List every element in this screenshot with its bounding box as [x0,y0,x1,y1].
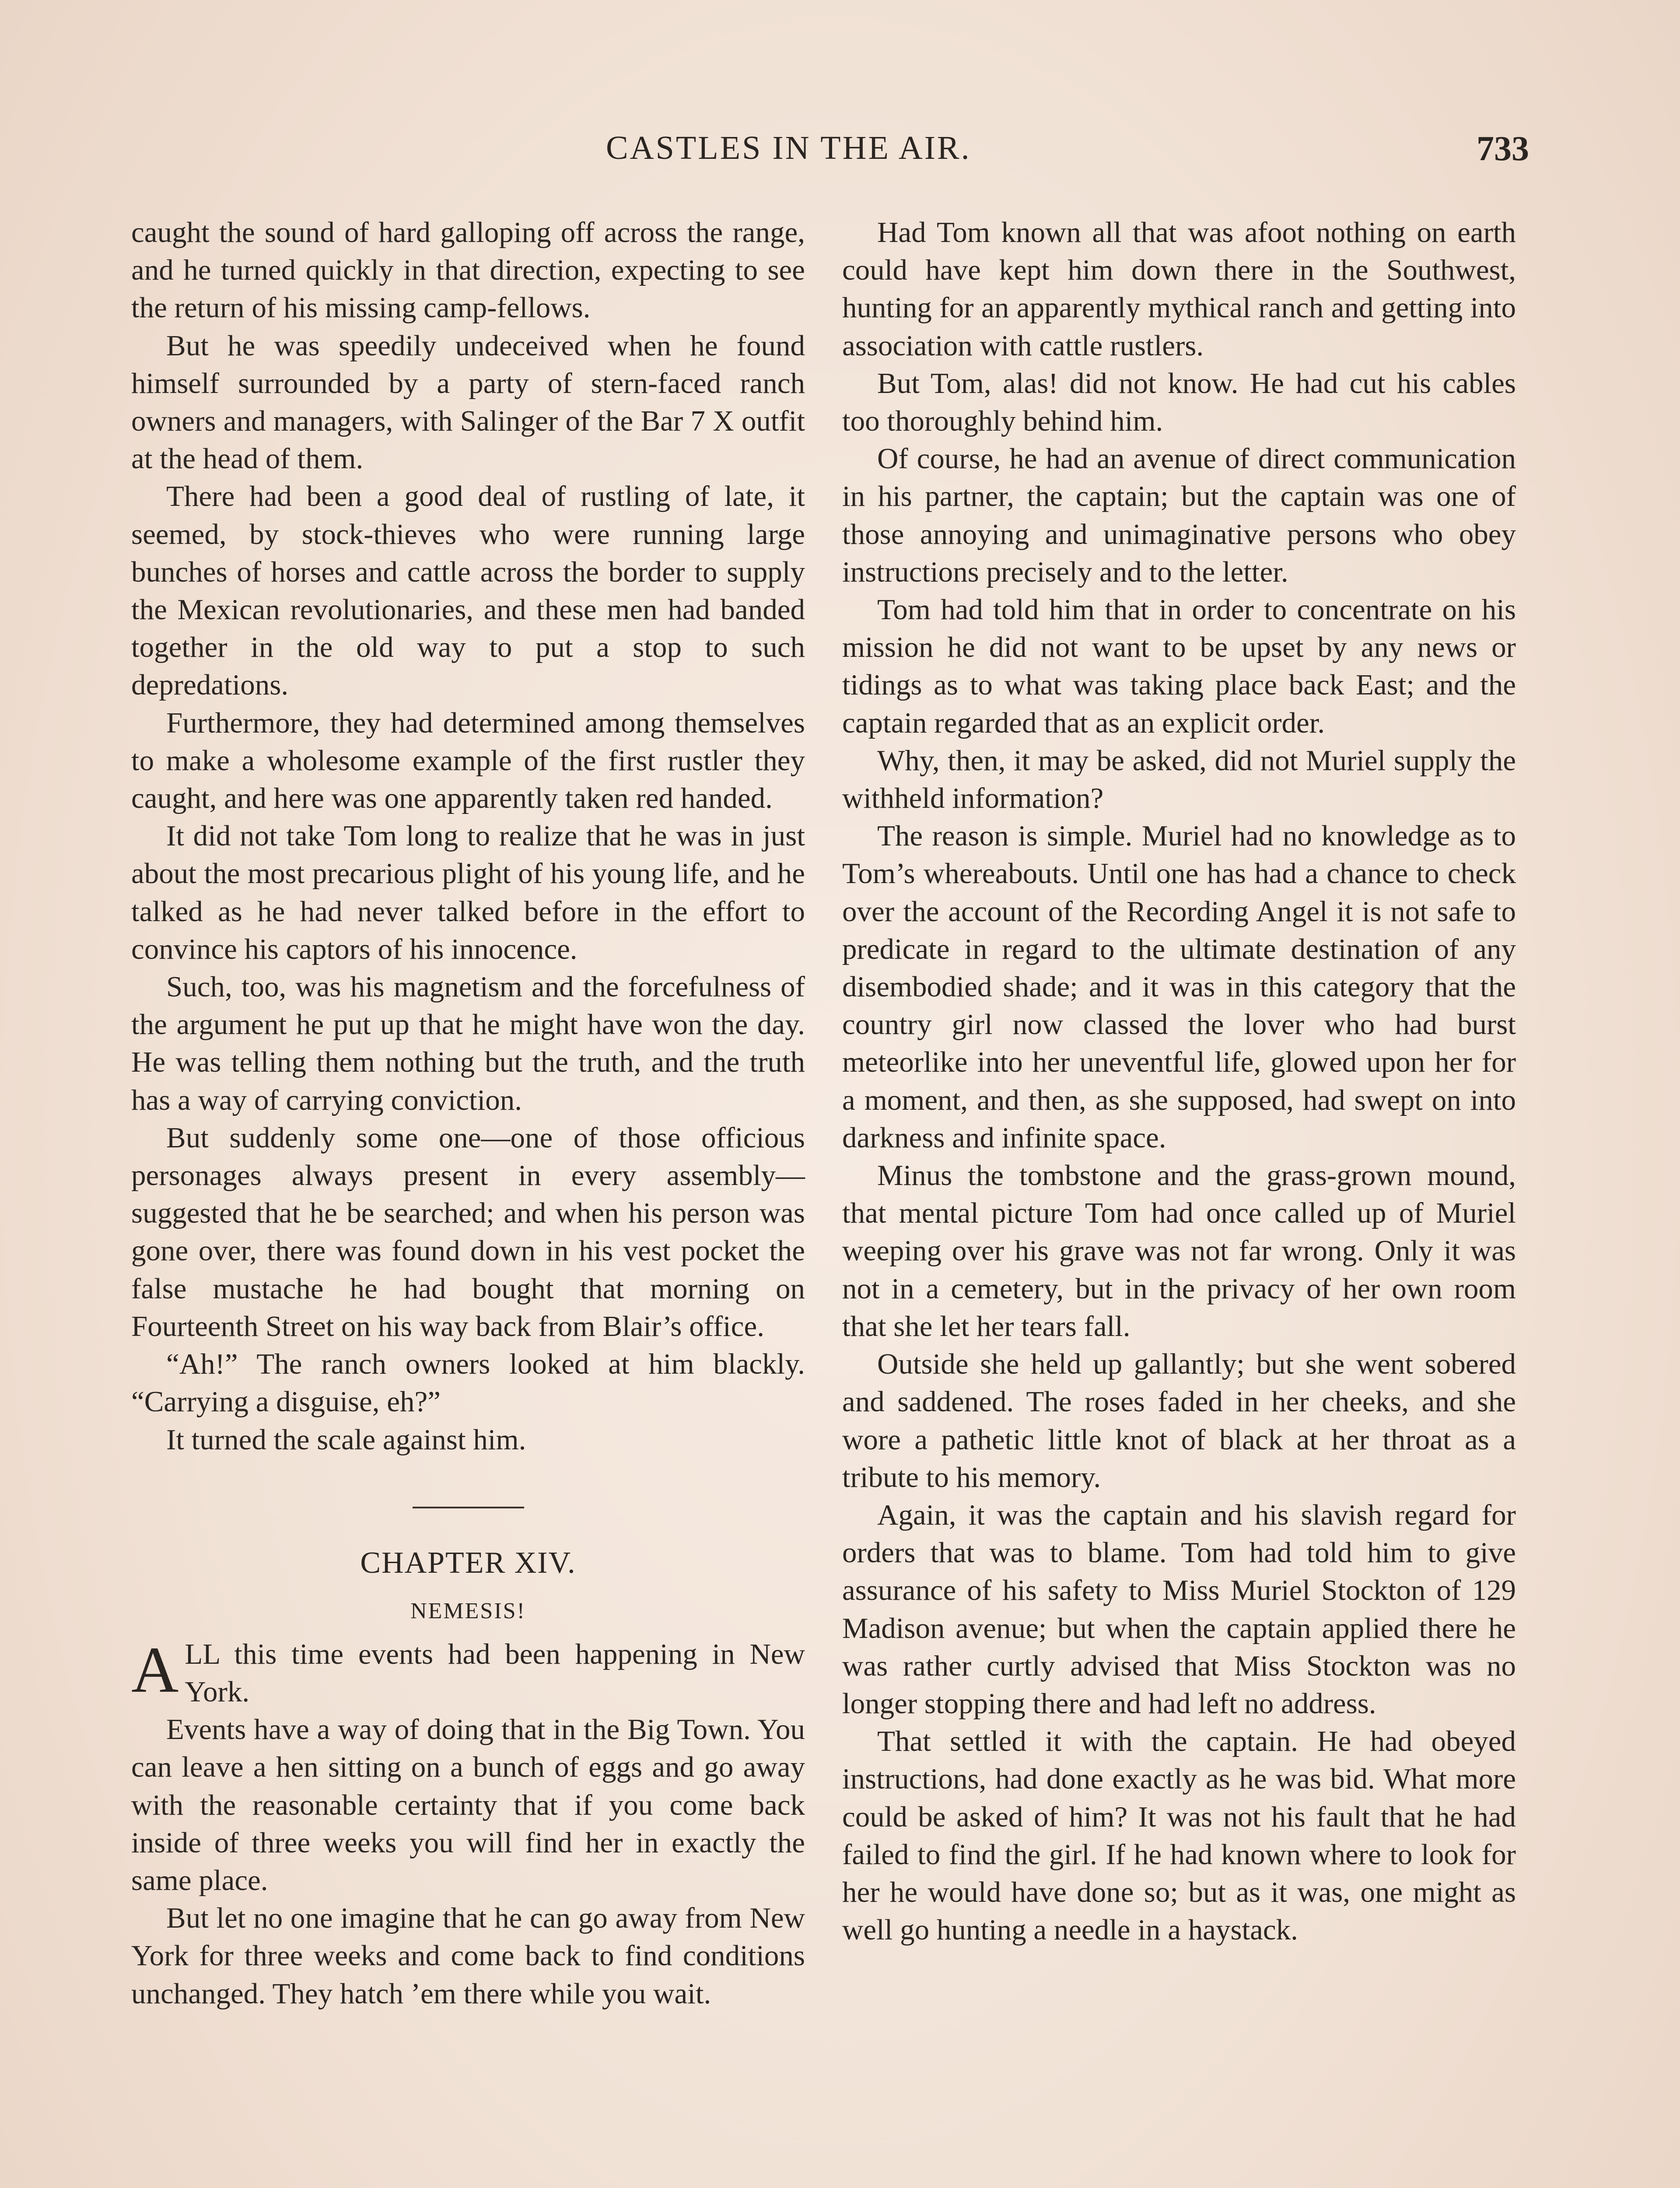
drop-cap: A [131,1633,179,1706]
page-number: 733 [1477,130,1529,168]
paragraph: Tom had told him that in order to concentrate on his mission he did not want to be upset by any news or tidings as to what was taking place back East; and the captain regarded that as an explicit order. [842,593,1516,739]
paragraph: Of course, he had an avenue of direct communication in his partner, the captain; but the captain was one of those annoying and unimaginative persons who obey instructions precisely and to the letter. [842,442,1516,588]
paragraph: “Ah!” The ranch owners looked at him blackly. “Carrying a disguise, eh?” [131,1348,805,1418]
chapter-subtitle: NEMESIS! [410,1598,526,1623]
paragraph: Such, too, was his magnetism and the forcefulness of the argument he put up that he might have won the day. He was telling them nothing but the truth, and the truth has a way of carrying conviction. [131,971,805,1116]
chapter-title: CHAPTER XIV. [360,1546,576,1580]
running-title: CASTLES IN THE AIR. [606,130,971,166]
section-divider [413,1507,524,1508]
paragraph: It did not take Tom long to realize that he was in just about the most precarious plight of his young life, and he talked as he had never talked before in the effort to convince his captors of his innocence. [131,820,805,965]
paragraph: Minus the tombstone and the grass-grown mound, that mental picture Tom had once called up of Muriel weeping over his grave was not far wrong. Only it was not in a cemetery, but in the privacy of her own room that she let her tears fall. [842,1159,1516,1343]
paragraph: It turned the scale against him. [166,1423,526,1456]
paragraph: But he was speedily undeceived when he found himself surrounded by a party of stern-faced ranch owners and managers, with Salinger of the Bar 7 X outfit at the head of them. [131,329,805,475]
right-column [842,214,1516,1949]
paragraph: But let no one imagine that he can go away from New York for three weeks and come back to find conditions unchanged. They hatch ’em there while you wait. [131,1902,805,2010]
paragraph: Again, it was the captain and his slavish regard for orders that was to blame. Tom had told him to give assurance of his safety to Miss Muriel Stockton of 129 Madison avenue; but when the captain applied there he was rather curtly advised that Miss Stockton was no longer stopping there and had left no address. [842,1498,1516,1720]
paragraph: The reason is simple. Muriel had no knowledge as to Tom’s whereabouts. Until one has had a chance to check over the account of the Recording Angel it is not safe to predicate in regard to the ultimate destination of any disembodied shade; and it was in this category that the country girl now classed the lover who had burst meteorlike into her uneventful life, glowed upon her for a moment, and then, as she supposed, had swept on into darkness and infinite space. [842,820,1516,1154]
paragraph: Furthermore, they had determined among themselves to make a wholesome example of the first rustler they caught, and here was one apparently taken red handed. [131,706,805,815]
paragraph: Had Tom known all that was afoot nothing on earth could have kept him down there in the Southwest, hunting for an apparently mythical ranch and getting into association with cattle rustlers. [842,216,1516,362]
paragraph: There had been a good deal of rustling of late, it seemed, by stock-thieves who were running large bunches of horses and cattle across the border to supply the Mexican revolutionaries, and these men had banded together in the old way to put a stop to such depredations. [131,480,805,701]
paragraph: That settled it with the captain. He had obeyed instructions, had done exactly as he was bid. What more could be asked of him? It was not his fault that he had failed to find the girl. If he had known where to look for her he would have done so; but as it was, one might as well go hunting a needle in a haystack. [842,1725,1516,1946]
paragraph: But suddenly some one—one of those officious personages always present in every assembly—suggested that he be searched; and when his person was gone over, there was found down in his vest pocket the false mustache he had bought that morning on Fourteenth Street on his way back from Blair’s office. [131,1121,805,1343]
paragraph: But Tom, alas! did not know. He had cut his cables too thoroughly behind him. [842,367,1516,438]
opening-text: LL this time events had been happening in New York. [185,1637,805,1708]
left-column [131,214,805,2013]
paragraph: Outside she held up gallantly; but she went sobered and saddened. The roses faded in her cheeks, and she wore a pathetic little knot of black at her throat as a tribute to his memory. [842,1348,1516,1494]
paragraph: Why, then, it may be asked, did not Muriel supply the withheld information? [842,744,1516,815]
paragraph: caught the sound of hard galloping off across the range, and he turned quickly in that direction, expecting to see the return of his missing camp-fellows. [131,216,805,324]
paragraph: Events have a way of doing that in the Big Town. You can leave a hen sitting on a bunch of eggs and go away with the reasonable certainty that if you come back inside of three weeks you will find her in exactly the same place. [131,1713,805,1897]
chapter-opening-paragraph [131,1635,805,1711]
